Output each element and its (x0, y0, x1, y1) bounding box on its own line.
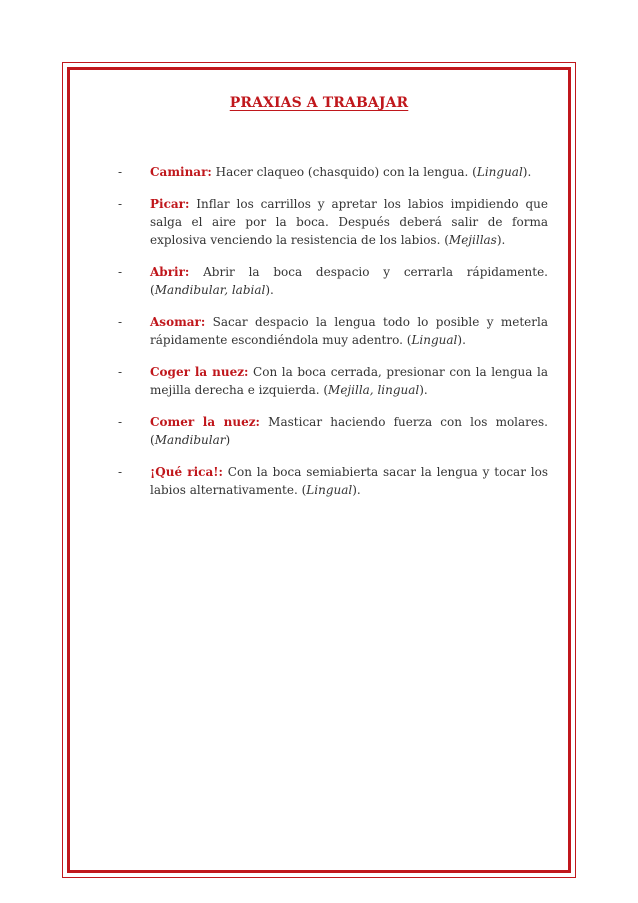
item-term: Coger la nuez: (150, 365, 249, 379)
item-end: ). (522, 165, 532, 179)
list-item-coger-la-nuez (118, 363, 548, 399)
item-text: Sacar despacio la lengua todo lo posible y meterla rápidamente escondiéndola muy adentro. ( (150, 315, 548, 347)
item-muscle: Mejilla, lingual (328, 383, 420, 397)
list-item-asomar (118, 313, 548, 349)
item-term: Comer la nuez: (150, 415, 260, 429)
bullet-dash: - (118, 415, 123, 429)
bullet-dash: - (118, 197, 123, 211)
item-muscle: Lingual (476, 165, 523, 179)
item-text: Masticar haciendo fuerza con los molares. ( (150, 415, 548, 447)
praxias-list (118, 163, 548, 513)
item-muscle: Mejillas (448, 233, 497, 247)
bullet-dash: - (118, 165, 123, 179)
page-title: PRAXIAS A TRABAJAR (229, 95, 409, 111)
item-text: Abrir la boca despacio y cerrarla rápidamente. ( (150, 265, 548, 297)
item-end: ). (457, 333, 466, 347)
item-text: Con la boca cerrada, presionar con la lengua la mejilla derecha e izquierda. ( (150, 365, 548, 397)
item-text: Hacer claqueo (chasquido) con la lengua. ( (211, 165, 477, 179)
item-term: Asomar: (150, 315, 206, 329)
bullet-dash: - (118, 365, 123, 379)
item-end: ) (225, 433, 231, 447)
item-text: Con la boca semiabierta sacar la lengua y tocar los labios alternativamente. ( (150, 465, 549, 497)
bullet-dash: - (118, 315, 123, 329)
item-term: Abrir: (150, 265, 190, 279)
list-item-comer-la-nuez (118, 413, 548, 449)
item-term: Picar: (150, 197, 190, 211)
bullet-dash: - (118, 265, 123, 279)
item-muscle: Lingual (306, 483, 353, 497)
list-item-caminar (118, 163, 548, 181)
item-end: ). (352, 483, 361, 497)
item-muscle: Mandibular (154, 433, 226, 447)
item-muscle: Mandibular, labial (154, 283, 266, 297)
item-end: ). (496, 233, 506, 247)
item-term: ¡Qué rica!: (150, 465, 223, 479)
item-end: ). (419, 383, 428, 397)
list-item-que-rica (118, 463, 548, 499)
item-text: Inflar los carrillos y apretar los labios impidiendo que salga el aire por la boca. Después deberá salir de forma explosiva venciendo la resistencia de los labios. ( (150, 197, 548, 247)
item-term: Caminar: (150, 165, 212, 179)
item-muscle: Lingual (411, 333, 458, 347)
item-end: ). (265, 283, 274, 297)
list-item-abrir (118, 263, 548, 299)
bullet-dash: - (118, 465, 123, 479)
list-item-picar (118, 195, 548, 249)
